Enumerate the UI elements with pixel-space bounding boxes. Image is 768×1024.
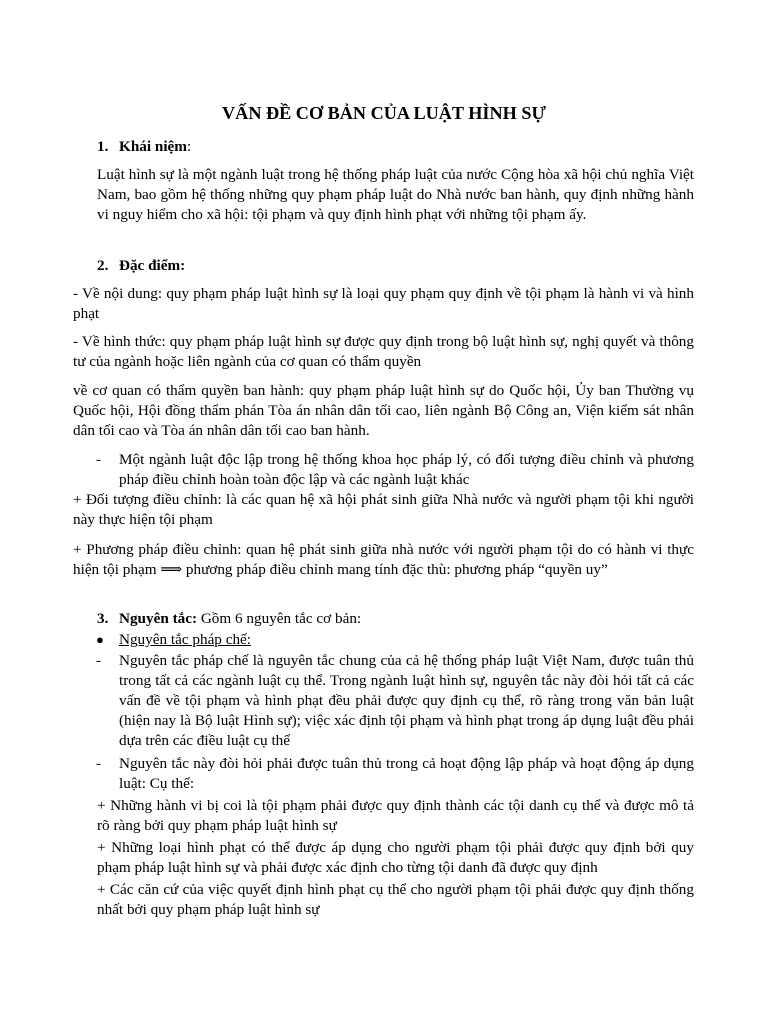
list-item-text: Nguyên tắc pháp chế là nguyên tắc chung của cả hệ thống pháp luật Việt Nam, được tuân thủ trong tất cả các ngành luật cụ thể. Trong ngành luật hình sự, nguyên tắc này đòi hỏi tất cả các vấn đề về tội phạm và hình phạt đều phải được quy định cụ thể, rõ ràng trong văn bản luật (hiện nay là Bộ luật Hình sự); việc xác định tội phạm và hình phạt trong áp dụng luật đều phải dựa trên các điều luật cụ thể	[119, 652, 694, 749]
list-item-legality-description	[96, 651, 694, 751]
section-3-number: 3.	[97, 610, 109, 627]
section-1-title: Khái niệm	[119, 138, 187, 155]
list-item-text: Một ngành luật độc lập trong hệ thống khoa học pháp lý, có đối tượng điều chỉnh và phương pháp điều chỉnh hoàn toàn độc lập và các ngành luật khác	[119, 451, 694, 488]
regulated-object-paragraph: + Đối tượng điều chỉnh: là các quan hệ xã hội phát sinh giữa Nhà nước và người phạm tội khi người này thực hiện tội phạm	[73, 491, 694, 528]
section-1-colon: :	[186, 138, 192, 155]
bullet-marker: ●	[96, 632, 104, 647]
grounds-paragraph: + Các căn cứ của việc quyết định hình phạt cụ thể cho người phạm tội phải được quy định thống nhất bởi quy phạm pháp luật hình sự	[97, 881, 694, 918]
legality-principle-label: Nguyên tắc pháp chế:	[119, 631, 251, 648]
section-1-number: 1.	[97, 138, 109, 155]
section-1-heading	[0, 137, 768, 157]
section-3-subtitle: Gồm 6 nguyên tắc cơ bản:	[197, 610, 362, 627]
penalties-paragraph: + Những loại hình phạt có thể được áp dụng cho người phạm tội phải được quy định bởi quy phạm pháp luật hình sự và phải được xác định cho từng tội danh đã được quy định	[97, 839, 694, 876]
list-item-legality-principle	[96, 630, 694, 650]
dash-marker: -	[96, 451, 102, 468]
authority-paragraph: về cơ quan có thẩm quyền ban hành: quy phạm pháp luật hình sự do Quốc hội, Ủy ban Thường vụ Quốc hội, Hội đồng thẩm phán Tòa án nhân dân tối cao, liên ngành Bộ Công an, Viện kiểm sát nhân dân tối cao và Tòa án nhân dân tối cao ban hành.	[73, 382, 694, 439]
dash-marker: -	[96, 755, 102, 772]
list-item-text: Nguyên tắc này đòi hỏi phải được tuân thủ trong cả hoạt động lập pháp và hoạt động áp dụng luật: Cụ thể:	[119, 755, 694, 792]
crimes-paragraph: + Những hành vi bị coi là tội phạm phải được quy định thành các tội danh cụ thể và được mô tả rõ ràng bởi quy phạm pháp luật hình sự	[97, 797, 694, 834]
section-2-heading	[0, 256, 768, 276]
dash-marker: -	[96, 652, 102, 669]
section-2-title: Đặc điểm:	[119, 257, 186, 274]
definition-paragraph: Luật hình sự là một ngành luật trong hệ thống pháp luật của nước Cộng hòa xã hội chủ nghĩa Việt Nam, bao gồm hệ thống những quy phạm pháp luật do Nhà nước ban hành, quy định những hành vi nguy hiểm cho xã hội: tội phạm và quy định hình phạt với những tội phạm ấy.	[97, 166, 694, 223]
form-paragraph: - Về hình thức: quy phạm pháp luật hình sự được quy định trong bộ luật hình sự, nghị quyết và thông tư của ngành hoặc liên ngành của cơ quan có thẩm quyền	[73, 333, 694, 370]
content-paragraph: - Về nội dung: quy phạm pháp luật hình sự là loại quy phạm quy định về tội phạm là hành vi và hình phạt	[73, 285, 694, 322]
list-item-independent-branch	[96, 450, 694, 490]
section-3-heading	[0, 609, 768, 629]
regulation-method-paragraph: + Phương pháp điều chỉnh: quan hệ phát sinh giữa nhà nước với người phạm tội do có hành vi thực hiện tội phạm ⟹ phương pháp điều chỉnh mang tính đặc thù: phương pháp “quyền uy”	[73, 541, 694, 578]
section-3-title: Nguyên tắc:	[119, 610, 198, 627]
page-title: VẤN ĐỀ CƠ BẢN CỦA LUẬT HÌNH SỰ	[222, 103, 546, 123]
list-item-compliance	[96, 754, 694, 794]
section-2-number: 2.	[97, 257, 109, 274]
